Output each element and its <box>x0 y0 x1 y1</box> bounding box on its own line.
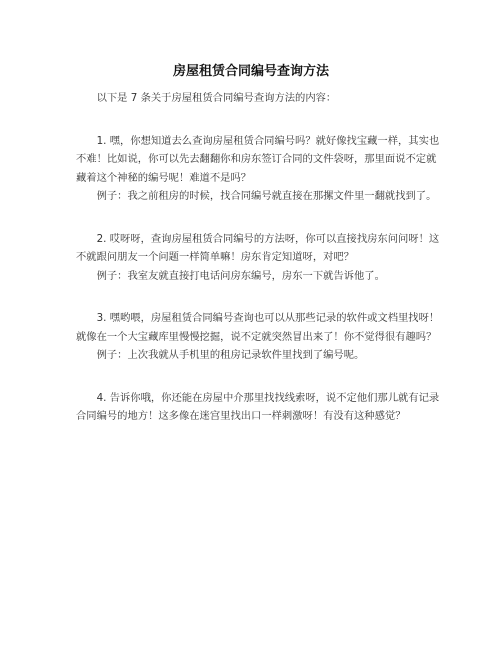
list-item: 3. 嘿哟喂，房屋租赁合同编号查询也可以从那些记录的软件或文档里找呀！就像在一个大宝藏库里慢慢挖掘，说不定就突然冒出来了！你不觉得很有趣吗？ <box>76 312 440 343</box>
example-paragraph: 例子：我之前租房的时候，找合同编号就直接在那摞文件里一翻就找到了。 <box>96 190 437 202</box>
list-item: 1. 嘿，你想知道去么查询房屋租赁合同编号吗？就好像找宝藏一样，其实也不难！比如说，你可以先去翻翻你和房东签订合同的文件袋呀，那里面说不定就藏着这个神秘的编号呢！难道不是吗？ <box>76 134 440 184</box>
paragraph-gap <box>76 285 440 309</box>
document-body <box>76 89 440 426</box>
list-item: 2. 哎呀呀，查询房屋租赁合同编号的方法呀，你可以直接找房东问问呀！这不就跟问朋友一个问题一样简单嘛！房东肯定知道呀，对吧？ <box>76 232 440 263</box>
intro-paragraph: 以下是 7 条关于房屋租赁合同编号查询方法的内容： <box>96 92 337 104</box>
example-paragraph: 例子：上次我就从手机里的租房记录软件里找到了编号呢。 <box>96 349 365 361</box>
paragraph-gap <box>76 206 440 230</box>
list-item: 4. 告诉你哦，你还能在房屋中介那里找找线索呀，说不定他们那儿就有记录合同编号的地方！这多像在迷宫里找出口一样刺激呀！有没有这种感觉？ <box>76 391 440 422</box>
example-paragraph: 例子：我室友就直接打电话问房东编号，房东一下就告诉他了。 <box>96 269 385 282</box>
document-title: 房屋租赁合同编号查询方法 <box>172 64 329 79</box>
paragraph-gap <box>76 108 440 132</box>
paragraph-gap <box>76 365 440 389</box>
